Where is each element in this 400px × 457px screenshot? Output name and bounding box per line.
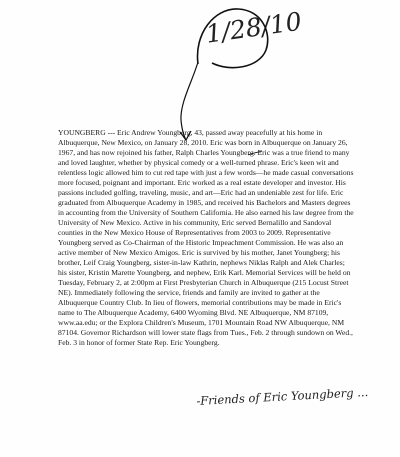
obit-line: NE). Immediately following the service, friends and family are invited to gather at the [58,288,320,297]
obit-line: University of New Mexico. Active in his community, Eric served Bernalillo and Sandoval [58,218,332,227]
obit-line: passions included golfing, traveling, music, and art—Eric had an undeniable zest for life. Eric [58,188,344,197]
obit-line: YOUNGBERG --- Eric Andrew Youngberg, 43, passed away peacefully at his home in [58,128,323,137]
obit-line: 87104. Governor Richardson will lower state flags from Tues., Feb. 2 through sundown on Wed., [58,328,353,337]
obit-line: 1967, and has now rejoined his father, Ralph Charles Youngberg. Eric was a true friend to many [58,148,350,157]
obit-line: in accounting from the University of Southern California. He also earned his law degree from the [58,208,354,217]
obit-line: more focused, poignant and important. Eric worked as a real estate developer and investor. His [58,178,346,187]
obit-line: www.aa.edu; or the Explora Children's Museum, 1701 Mountain Road NW Albuquerque, NM [58,318,345,327]
obit-line: his sister, Kristin Marette Youngberg, and nephew, Erik Karl. Memorial Services will be held on [58,268,351,277]
obit-line: graduated from Albuquerque Academy in 1985, and received his Bachelors and Masters degrees [58,198,351,207]
obit-line: Albuquerque Country Club. In lieu of flowers, memorial contributions may be made in Eric's [58,298,342,307]
obit-line: Tuesday, February 2, at 2:00pm at First Presbyterian Church in Albuquerque (215 Locust Street [58,278,349,287]
obit-line: Albuquerque, New Mexico, on January 28, 2010. Eric was born in Albuquerque on January 26, [58,138,348,147]
obit-line: counties in the New Mexico House of Representatives from 2003 to 2009. Representative [58,228,331,237]
date-circle [197,9,267,68]
obit-line: Feb. 3 in honor of former State Rep. Eric Youngberg. [58,338,220,347]
obit-line: and loved laughter, whether by physical comedy or a well-turned phrase. Eric's keen wit and [58,158,339,167]
obit-line: brother, Leif Craig Youngberg, sister-in-law Kathrin, nephews Niklas Ralph and Alek Charles; [58,258,345,267]
handwritten-date: 1/28/10 [204,6,304,49]
handwritten-signature: -Friends of Eric Youngberg ... [196,384,369,408]
obit-line: name to The Albuquerque Academy, 6400 Wyoming Blvd. NE Albuquerque, NM 87109, [58,308,329,317]
obit-line: relentless logic allowed him to cut red tape with just a few words—he made casual conversations [58,168,354,177]
obit-line: Youngberg served as Co-Chairman of the Historic Impeachment Commission. He was also an [58,238,344,247]
obituary-text [58,128,390,348]
obit-line: active member of New Mexico Amigos. Eric is survived by his mother, Janet Youngberg; his [58,248,340,257]
